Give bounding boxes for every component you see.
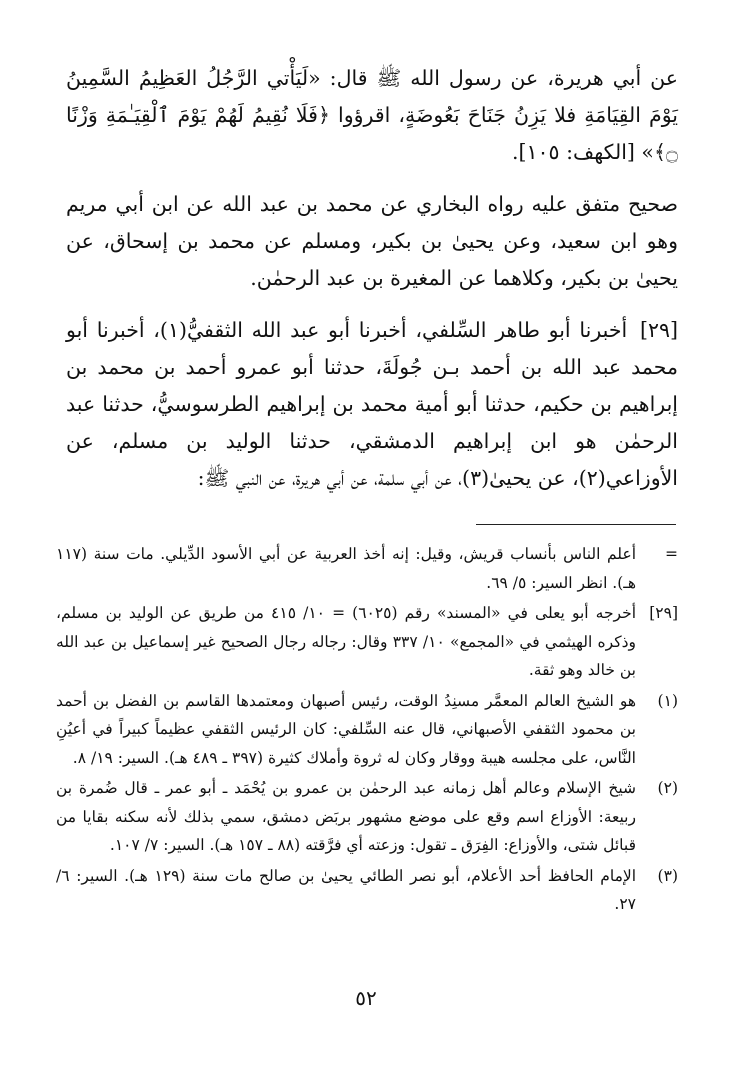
footnote-text: أخرجه أبو يعلى في «المسند» رقم (٦٠٢٥) = ١٠/ ٤١٥ من طريق عن الوليد بن مسلم، وذكره الهيثمي في «المجمع» ١٠/ ٣٣٧ وقال: رجاله رجال الصحيح غير إسماعيل بن عبد الله بن خالد وهو ثقة. xyxy=(56,604,636,679)
footnote xyxy=(56,540,678,597)
footnote-text: شيخ الإسلام وعالم أهل زمانه عبد الرحمٰن بن عمرو بن يُحْمَد ـ أبو عمر ـ قال ضُمرة بن ربيعة: الأوزاع اسم وقع على موضع مشهور بربَض دمشق، سمي بذلك لأنه سكنه بقايا من قبائل شتى، والأوزاع: الفِرَق ـ تقول: وزعته أي فرَّقته (٨٨ ـ ١٥٧ هـ). السير: ٧/ ١٠٧. xyxy=(56,779,636,854)
isnad-text: أخبرنا أبو طاهر السِّلفي، أخبرنا أبو عبد الله الثقفيُّ(١)، أخبرنا أبو محمد عبد الله بن أحمد بـن جُولَةَ، حدثنا أبو عمرو أحمد بن محمد بن إبراهيم بن حكيم، حدثنا أبو أمية محمد بن إبراهيم الطرسوسيُّ، حدثنا عبد الرحمٰن هو ابن إبراهيم الدمشقي، حدثنا الوليد بن مسلم، عن الأوزاعي(٢)، عن يحيىٰ(٣)، عن أبي سلمة، عن أبي هريرة، عن النبي ﷺ: xyxy=(66,318,678,490)
footnote xyxy=(56,599,678,685)
takhrij-paragraph: صحيح متفق عليه رواه البخاري عن محمد بن عبد الله عن ابن أبي مريم وهو ابن سعيد، وعن يحيىٰ بن بكير، ومسلم عن محمد بن إسحاق، عن يحيىٰ بن بكير، وكلاهما عن المغيرة بن عبد الرحمٰن. xyxy=(66,192,678,290)
footnote-marker: (٣) xyxy=(657,866,678,885)
footnote-divider xyxy=(476,524,676,525)
hadith-paragraph: عن أبي هريرة، عن رسول الله ﷺ قال: «لَيَأْتي الرَّجُلُ العَظِيمُ السَّمِينُ يَوْمَ القِيَامَةِ فلا يَزِنُ جَنَاحَ بَعُوضَةٍ، اقرؤوا ﴿فَلَا نُقِيمُ لَهُمْ يَوْمَ ٱلْقِيَـٰمَةِ وَزْنًا ۝﴾» [الكهف: ١٠٥]. xyxy=(66,66,678,164)
footnote xyxy=(56,774,678,860)
footnotes xyxy=(56,540,678,921)
footnote-marker: [٢٩] xyxy=(649,604,678,622)
main-text xyxy=(66,60,678,497)
footnote-text: الإمام الحافظ أحد الأعلام، أبو نصر الطائي يحيىٰ بن صالح مات سنة (١٢٩ هـ). السير: ٦/ ٢٧. xyxy=(56,866,637,913)
isnad-paragraph xyxy=(66,312,678,497)
footnote xyxy=(56,687,678,773)
footnote-marker: = xyxy=(665,545,678,563)
hadith-number: [٢٩] xyxy=(639,318,678,342)
footnote-marker: (١) xyxy=(657,691,678,710)
footnote xyxy=(56,862,678,919)
footnote-text: هو الشيخ العالم المعمَّر مسنِدُ الوقت، رئيس أصبهان ومعتمدها القاسم بن الفضل بن أحمد بن محمود الثقفي الأصبهاني، قال عنه السِّلفي: كان الرئيس الثقفي عظيماً كبيراً في أعيُنِ النَّاس، على مجلسه هيبة ووقار وكان له ثروة وأملاك كثيرة (٣٩٧ ـ ٤٨٩ هـ). السير: ١٩/ ٨. xyxy=(56,691,636,767)
page-number: ٥٢ xyxy=(355,986,377,1010)
footnote-text: أعلم الناس بأنساب قريش، وقيل: إنه أخذ العربية عن أبي الأسود الدِّيلي. مات سنة (١١٧ هـ). انظر السير: ٥/ ٦٩. xyxy=(56,545,636,592)
footnote-marker: (٢) xyxy=(657,779,678,797)
